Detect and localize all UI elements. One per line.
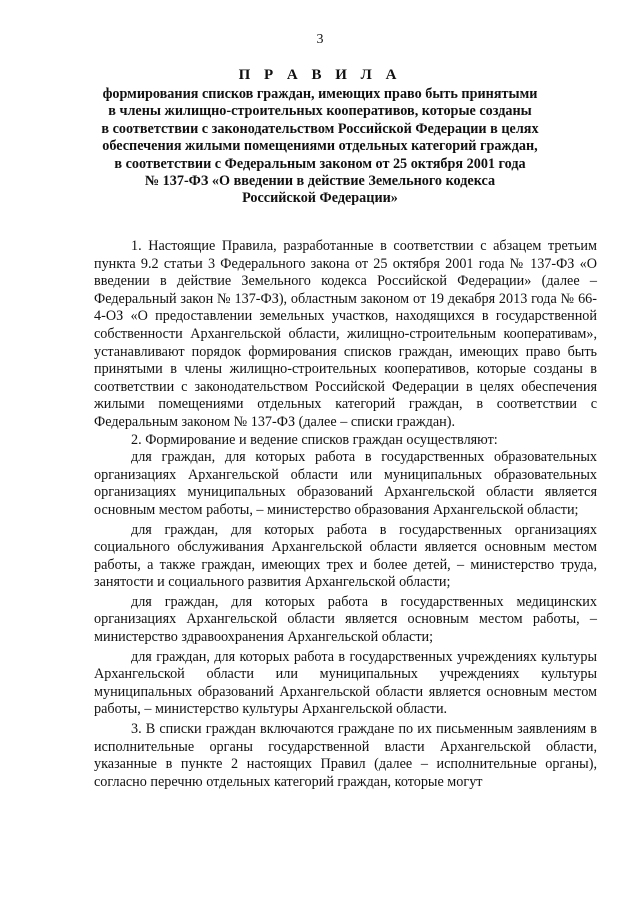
document-title: П Р А В И Л А xyxy=(238,67,402,83)
list-item-social: для граждан, для которых работа в государственных организациях социального обслуживания Архангельской области является основным местом работы, а также граждан, имеющих трех и более детей, – министерство труда, занятости и социального развития Архангельской области; xyxy=(94,521,597,591)
subtitle-line: Российской Федерации» xyxy=(242,190,398,207)
subtitle-line: в соответствии с Федеральным законом от 25 октября 2001 года xyxy=(114,155,526,172)
list-item-culture: для граждан, для которых работа в государственных учреждениях культуры Архангельской области или муниципальных учреждениях культуры муниципальных образований Архангельской области является основным местом работы, – министерство культуры Архангельской области. xyxy=(94,648,597,718)
document-body xyxy=(94,238,597,791)
subtitle-line: формирования списков граждан, имеющих право быть принятыми xyxy=(102,86,538,102)
subtitle-line: в члены жилищно-строительных кооперативов, которые созданы xyxy=(108,103,532,120)
paragraph-1: 1. Настоящие Правила, разработанные в соответствии с абзацем третьим пункта 9.2 статьи 3 Федерального закона от 25 октября 2001 года № 137-ФЗ «О введении в действие Земельного кодекса Российской Федерации» (далее – Федеральный закон № 137-ФЗ), областным законом от 19 декабря 2013 года № 66-4-ОЗ «О предоставлении земельных участков, находящихся в государственной собственности Архангельской области, жилищно-строительным кооперативам», устанавливают порядок формирования списков граждан, имеющих право быть принятыми в члены жилищно-строительных кооперативов, которые созданы в соответствии с законодательством Российской Федерации в целях обеспечения жилыми помещениями отдельных категорий граждан, в соответствии с Федеральным законом № 137-ФЗ (далее – списки граждан). xyxy=(94,238,597,430)
subtitle-line: обеспечения жилыми помещениями отдельных категорий граждан, xyxy=(102,138,538,155)
subtitle-line: № 137-ФЗ «О введении в действие Земельного кодекса xyxy=(144,173,496,190)
subtitle-line: в соответствии с законодательством Российской Федерации в целях xyxy=(101,120,539,137)
page-number: 3 xyxy=(316,32,324,47)
paragraph-3: 3. В списки граждан включаются граждане по их письменным заявлениям в исполнительные органы государственной власти Архангельской области, указанные в пункте 2 настоящих Правил (далее – исполнительные органы), согласно перечню отдельных категорий граждан, которые могут xyxy=(94,721,597,790)
list-item-health: для граждан, для которых работа в государственных медицинских организациях Архангельской области является основным местом работы, – министерство здравоохранения Архангельской области; xyxy=(94,593,597,646)
document-subtitle xyxy=(80,86,560,208)
paragraph-2: 2. Формирование и ведение списков граждан осуществляют: xyxy=(131,431,498,448)
list-item-education: для граждан, для которых работа в государственных образовательных организациях Архангельской области или муниципальных образовательных организациях муниципальных образований Архангельской области является основным местом работы, – министерство образования Архангельской области; xyxy=(94,449,597,518)
